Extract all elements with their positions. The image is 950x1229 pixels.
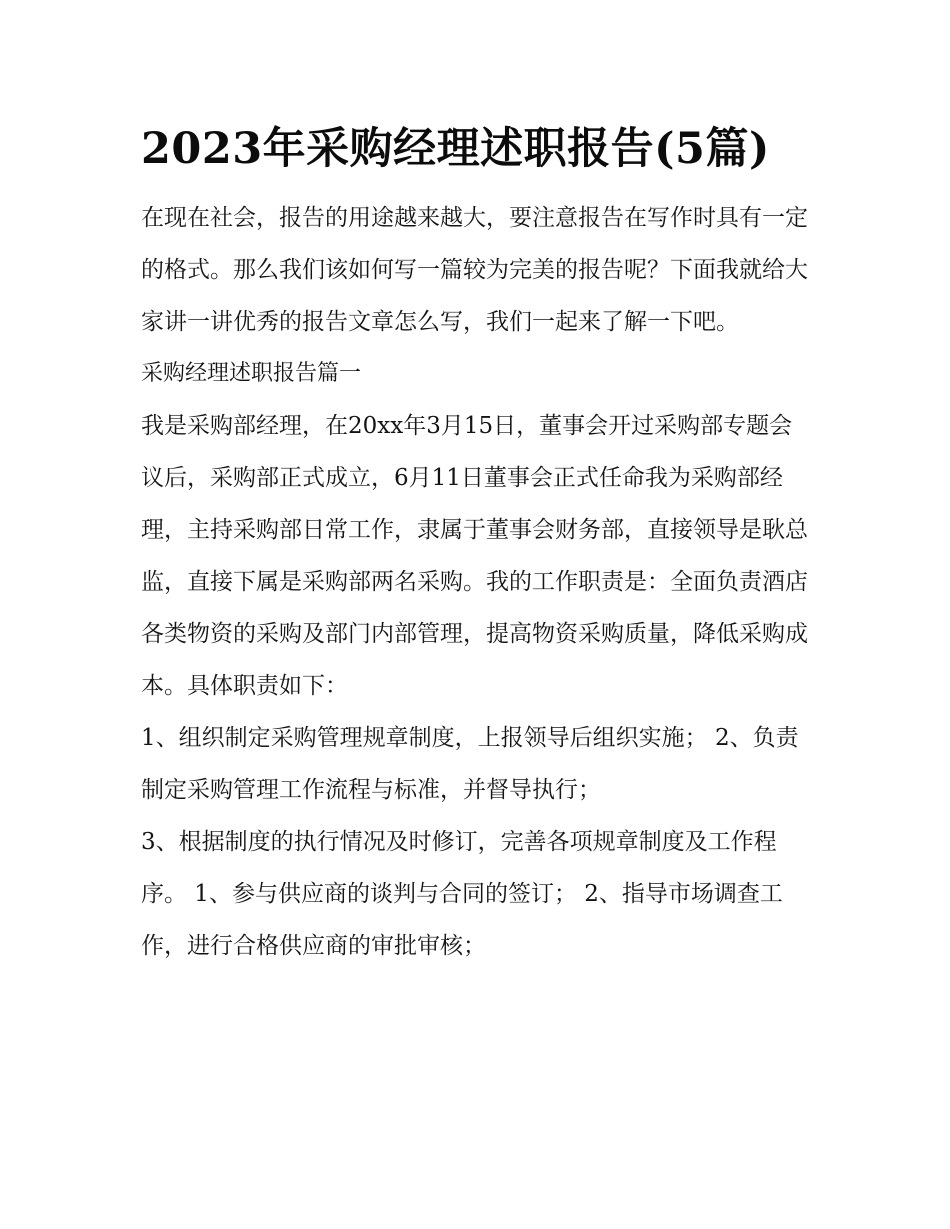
body-paragraph-item-3: 3、根据制度的执行情况及时修订，完善各项规章制度及工作程序。 1、参与供应商的谈判与合同的签订； 2、指导市场调查工作，进行合格供应商的审批审核； [141, 829, 783, 959]
document-body [141, 118, 813, 972]
body-paragraph-item-1-2: 1、组织制定采购管理规章制度，上报领导后组织实施； 2、负责制定采购管理工作流程与标准，并督导执行； [141, 725, 799, 803]
body-paragraph-duties: 我是采购部经理，在20xx年3月15日，董事会开过采购部专题会议后，采购部正式成立，6月11日董事会正式任命我为采购部经理，主持采购部日常工作，隶属于董事会财务部，直接领导是耿总监，直接下属是采购部两名采购。我的工作职责是：全面负责酒店各类物资的采购及部门内部管理，提高物资采购质量，降低采购成本。具体职责如下： [141, 413, 808, 699]
document-title: 2023年采购经理述职报告(5篇) [141, 124, 770, 174]
intro-paragraph: 在现在社会，报告的用途越来越大，要注意报告在写作时具有一定的格式。那么我们该如何写一篇较为完美的报告呢？下面我就给大家讲一讲优秀的报告文章怎么写，我们一起来了解一下吧。 [141, 205, 808, 335]
section-heading: 采购经理述职报告篇一 [141, 361, 362, 386]
